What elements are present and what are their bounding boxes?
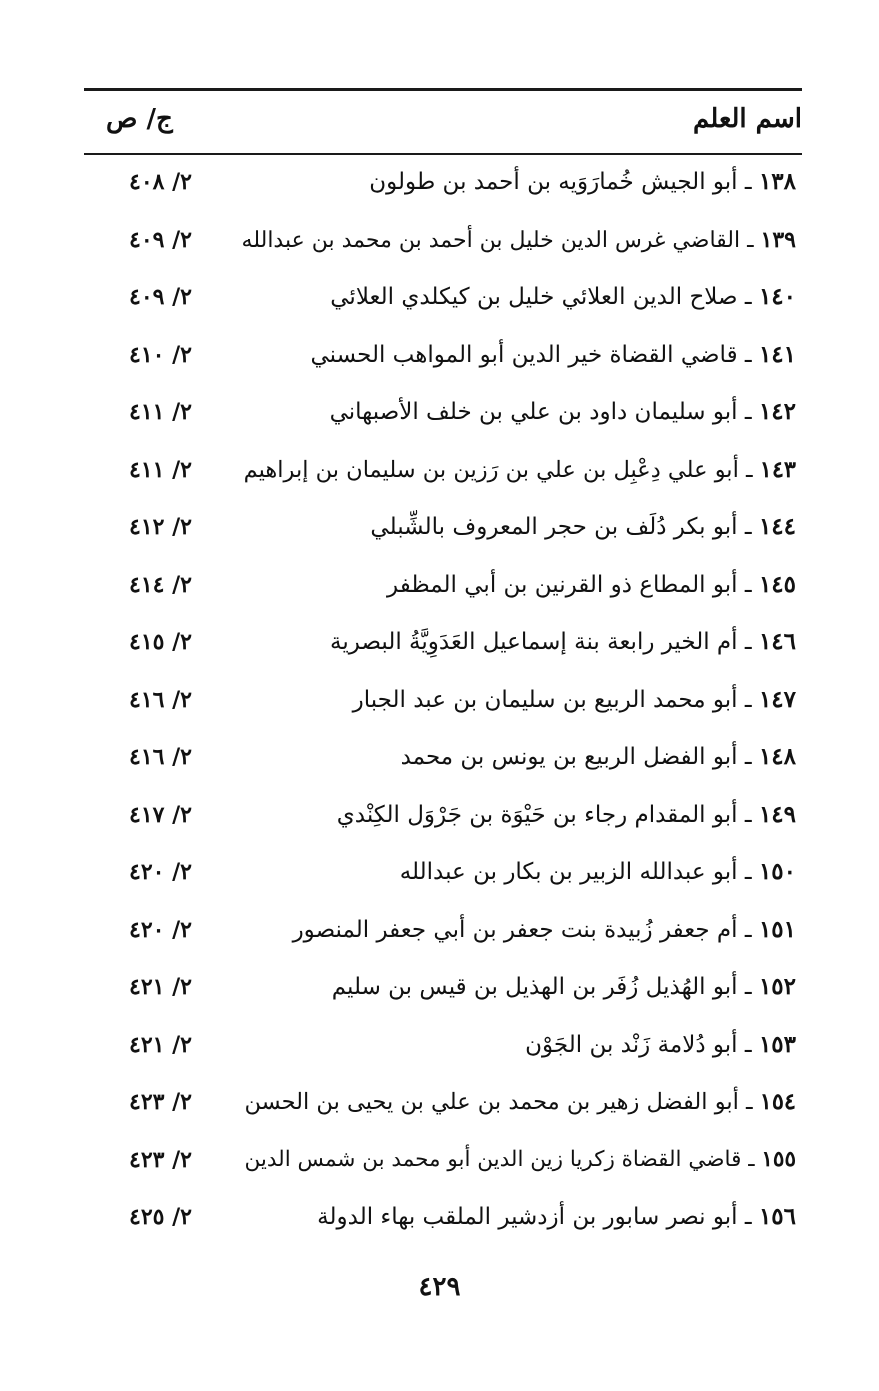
entry-title: أم جعفر زُبيدة بنت جعفر بن أبي جعفر المنصور [292, 916, 738, 943]
entry-title: أبو الهُذيل زُفَر بن الهذيل بن قيس بن سليم [331, 974, 738, 1000]
list-item [84, 558, 802, 616]
entry-title: أبو نصر سابور بن أزدشير الملقب بهاء الدولة [317, 1204, 738, 1230]
entry-reference: ٢/ ٤٠٨ [129, 169, 192, 195]
entry-reference: ٢/ ٤٢٠ [129, 859, 192, 885]
entry-separator: ـ [737, 629, 759, 655]
entry-reference: ٢/ ٤٢٣ [129, 1146, 192, 1173]
entry-separator: ـ [737, 686, 759, 713]
entry-reference: ٢/ ٤٢١ [129, 1031, 192, 1058]
entry-number: ١٥٤ [759, 1089, 796, 1115]
entry-reference: ٢/ ٤٠٩ [129, 226, 192, 253]
list-item [84, 788, 802, 846]
entry-separator: ـ [738, 456, 760, 483]
entry-title: أبو دُلامة زَنْد بن الجَوْن [525, 1031, 738, 1058]
entry-reference: ٢/ ٤١٦ [129, 686, 192, 713]
entry-number: ١٤٥ [758, 570, 796, 598]
entry-title: أبو علي دِعْبِل بن علي بن رَزين بن سليمان بن إبراهيم [243, 456, 739, 483]
entry-number: ١٤٢ [758, 398, 796, 425]
entry-name [330, 397, 796, 427]
list-item [84, 155, 802, 213]
entry-title: أبو سليمان داود بن علي بن خلف الأصبهاني [329, 399, 738, 425]
list-item [84, 1018, 802, 1076]
entry-name [244, 455, 796, 485]
entry-name [245, 1145, 796, 1175]
entry-title: صلاح الدين العلائي خليل بن كيكلدي العلائي [330, 284, 738, 310]
index-list [84, 155, 802, 1248]
entry-number: ١٤٠ [758, 283, 796, 310]
entry-separator: ـ [741, 1146, 762, 1172]
entry-reference: ٢/ ٤١١ [129, 456, 192, 483]
entry-separator: ـ [737, 1204, 759, 1230]
entry-title: أبو المقدام رجاء بن حَيْوَة بن جَرْوَل الكِنْدي [336, 801, 738, 828]
entry-reference: ٢/ ٤١٤ [129, 571, 192, 598]
page-number: ٤٢٩ [418, 1272, 461, 1302]
entry-title: أبو المطاع ذو القرنين بن أبي المظفر [387, 571, 738, 598]
entry-separator: ـ [737, 801, 759, 828]
list-item [84, 673, 802, 731]
entry-number: ١٣٨ [758, 168, 796, 195]
list-item [84, 903, 802, 961]
table-header [84, 96, 802, 150]
entry-name [293, 915, 796, 945]
entry-name [311, 340, 797, 370]
entry-name [370, 512, 796, 542]
entry-name [244, 1087, 796, 1117]
entry-separator: ـ [738, 1089, 760, 1115]
entry-name [353, 685, 796, 715]
entry-number: ١٤٤ [758, 513, 796, 540]
entry-title: قاضي القضاة خير الدين أبو المواهب الحسني [310, 341, 738, 368]
entry-title: القاضي غرس الدين خليل بن أحمد بن محمد بن عبدالله [241, 227, 741, 253]
entry-separator: ـ [740, 227, 761, 253]
column-header-reference: ج/ ص [106, 104, 173, 134]
entry-number: ١٤١ [758, 340, 796, 368]
top-rule [84, 88, 802, 91]
entry-separator: ـ [737, 571, 759, 598]
entry-name [330, 282, 796, 312]
entry-reference: ٢/ ٤٢١ [129, 974, 192, 1000]
entry-name [369, 167, 796, 197]
entry-reference: ٢/ ٤١٢ [129, 514, 192, 540]
entry-number: ١٤٨ [758, 743, 796, 770]
entry-number: ١٥٣ [758, 1030, 796, 1058]
entry-separator: ـ [737, 284, 759, 310]
list-item [84, 1075, 802, 1133]
entry-title: أبو الفضل الربيع بن يونس بن محمد [400, 744, 738, 770]
entry-reference: ٢/ ٤٢٠ [129, 916, 192, 943]
entry-name [337, 800, 796, 830]
entry-number: ١٤٣ [759, 456, 796, 483]
entry-name [400, 857, 796, 887]
list-item [84, 1133, 802, 1191]
column-header-name: اسم العلم [693, 104, 802, 134]
list-item [84, 385, 802, 443]
entry-reference: ٢/ ٤٢٣ [129, 1089, 192, 1115]
entry-separator: ـ [737, 744, 759, 770]
entry-number: ١٣٩ [760, 226, 796, 253]
entry-name [401, 742, 796, 772]
entry-separator: ـ [737, 859, 759, 885]
entry-name [317, 1202, 796, 1232]
entry-separator: ـ [737, 399, 759, 425]
entry-reference: ٢/ ٤١٠ [129, 341, 192, 368]
entry-name [330, 627, 796, 657]
entry-name [525, 1030, 796, 1060]
entry-separator: ـ [737, 514, 759, 540]
list-item [84, 500, 802, 558]
entry-number: ١٥٦ [758, 1203, 796, 1230]
entry-number: ١٥٠ [758, 858, 796, 885]
list-item [84, 443, 802, 501]
entry-separator: ـ [737, 169, 759, 195]
entry-number: ١٤٩ [758, 800, 796, 828]
entry-title: أبو بكر دُلَف بن حجر المعروف بالشِّبلي [370, 514, 738, 540]
entry-name [332, 972, 796, 1002]
entry-reference: ٢/ ٤١٧ [129, 801, 192, 828]
list-item [84, 270, 802, 328]
entry-separator: ـ [737, 974, 759, 1000]
entry-separator: ـ [737, 341, 759, 368]
entry-title: أم الخير رابعة بنة إسماعيل العَدَوِيَّةُ البصرية [330, 629, 738, 655]
entry-number: ١٥٢ [758, 973, 796, 1000]
list-item [84, 730, 802, 788]
entry-number: ١٥٥ [761, 1146, 796, 1172]
list-item [84, 615, 802, 673]
entry-reference: ٢/ ٤٠٩ [129, 284, 192, 310]
list-item [84, 213, 802, 271]
list-item [84, 328, 802, 386]
entry-title: أبو محمد الربيع بن سليمان بن عبد الجبار [352, 686, 738, 713]
list-item [84, 845, 802, 903]
list-item [84, 960, 802, 1018]
entry-name [242, 225, 796, 256]
entry-reference: ٢/ ٤١٦ [129, 744, 192, 770]
entry-number: ١٥١ [758, 915, 796, 943]
entry-separator: ـ [737, 1031, 759, 1058]
entry-title: أبو الفضل زهير بن محمد بن علي بن يحيى بن الحسن [244, 1089, 739, 1115]
entry-title: قاضي القضاة زكريا زين الدين أبو محمد بن شمس الدين [244, 1146, 742, 1172]
entry-title: أبو الجيش خُمارَوَيه بن أحمد بن طولون [369, 169, 738, 195]
entry-title: أبو عبدالله الزبير بن بكار بن عبدالله [399, 859, 738, 885]
entry-reference: ٢/ ٤١٥ [129, 629, 192, 655]
entry-separator: ـ [737, 916, 759, 943]
entry-number: ١٤٦ [758, 628, 796, 655]
list-item [84, 1190, 802, 1248]
entry-reference: ٢/ ٤٢٥ [129, 1204, 192, 1230]
entry-number: ١٤٧ [758, 685, 796, 713]
entry-reference: ٢/ ٤١١ [129, 399, 192, 425]
entry-name [387, 570, 796, 600]
